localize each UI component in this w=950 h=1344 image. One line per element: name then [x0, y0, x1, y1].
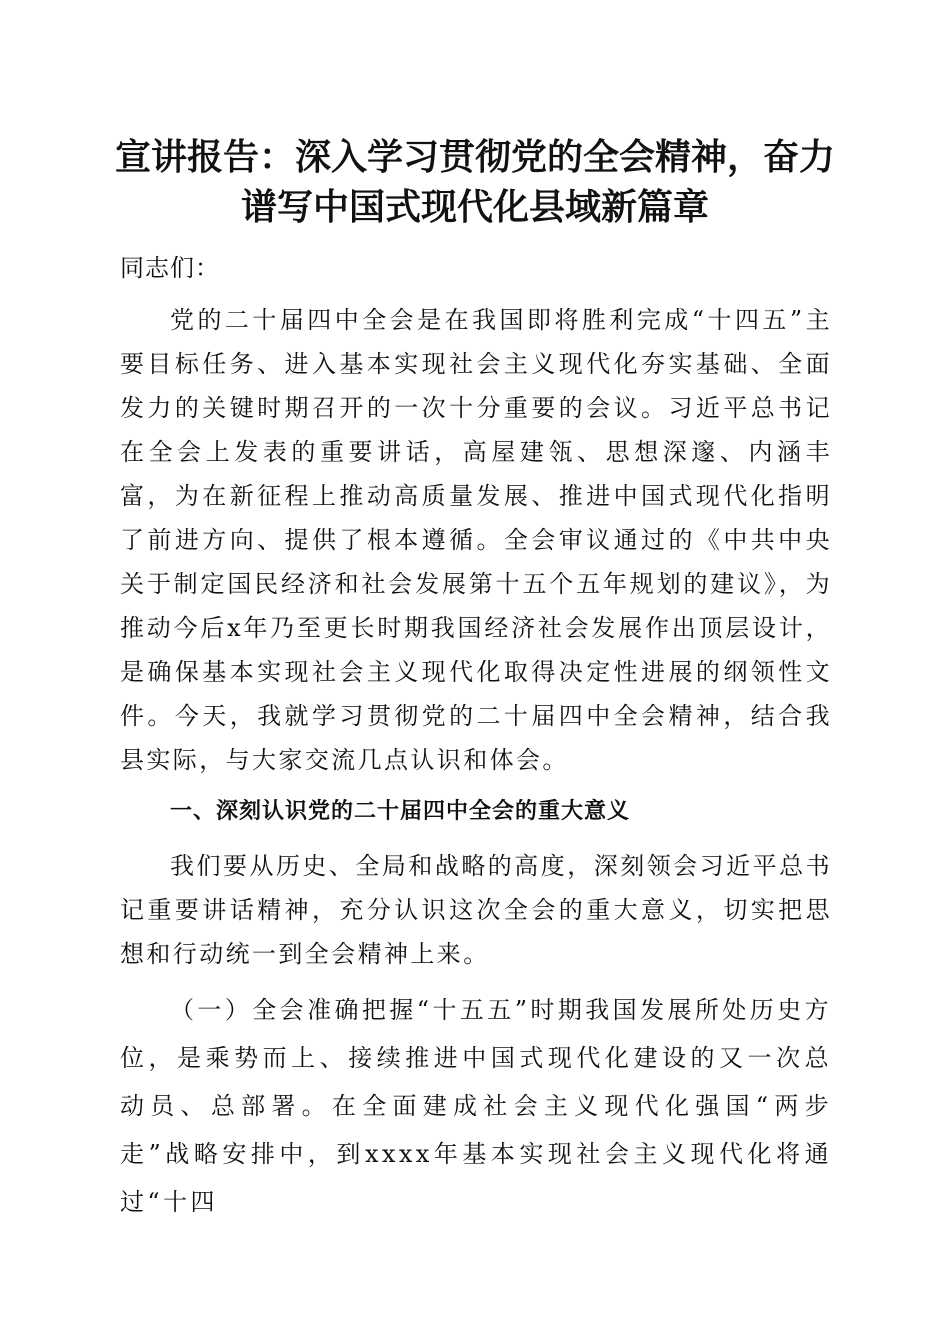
- section-heading-1: 一、深刻认识党的二十届四中全会的重大意义: [170, 799, 631, 824]
- title-line-1: 宣讲报告：深入学习贯彻党的全会精神，奋力: [114, 136, 835, 178]
- document-body: [120, 246, 832, 1226]
- greeting: 同志们：: [120, 254, 220, 282]
- paragraph-subsection-1: （一）全会准确把握“十五五”时期我国发展所处历史方位，是乘势而上、接续推进中国式现代化建设的又一次总动员、总部署。在全面建成社会主义现代化强国“两步走”战略安排中，到xxxx年基本实现社会主义现代化将通过“十四: [120, 996, 832, 1216]
- title-line-2: 谱写中国式现代化县域新篇章: [240, 186, 709, 228]
- document-title: [100, 132, 850, 232]
- paragraph-intro: 党的二十届四中全会是在我国即将胜利完成“十四五”主要目标任务、进入基本实现社会主义现代化夯实基础、全面发力的关键时期召开的一次十分重要的会议。习近平总书记在全会上发表的重要讲话，高屋建瓴、思想深邃、内涵丰富，为在新征程上推动高质量发展、推进中国式现代化指明了前进方向、提供了根本遵循。全会审议通过的《中共中央关于制定国民经济和社会发展第十五个五年规划的建议》，为推动今后x年乃至更长时期我国经济社会发展作出顶层设计，是确保基本实现社会主义现代化取得决定性进展的纲领性文件。今天，我就学习贯彻党的二十届四中全会精神，结合我县实际，与大家交流几点认识和体会。: [120, 306, 832, 774]
- paragraph-section-1: 我们要从历史、全局和战略的高度，深刻领会习近平总书记重要讲话精神，充分认识这次全会的重大意义，切实把思想和行动统一到全会精神上来。: [120, 852, 832, 968]
